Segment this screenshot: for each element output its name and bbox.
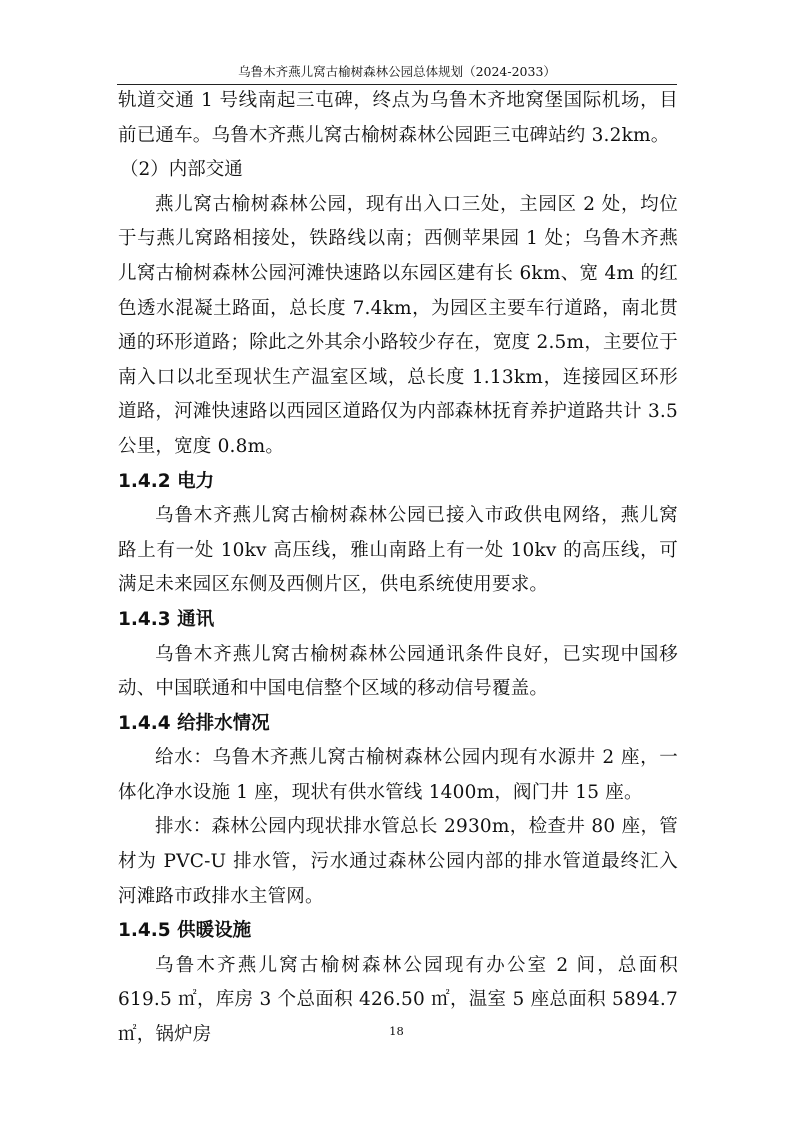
- paragraph-external-traffic: 轨道交通 1 号线南起三屯碑，终点为乌鲁木齐地窝堡国际机场，目前已通车。乌鲁木齐燕儿窝古榆树森林公园距三屯碑站约 3.2km。: [118, 90, 678, 146]
- paragraph-heating: 乌鲁木齐燕儿窝古榆树森林公园现有办公室 2 间，总面积 619.5 ㎡，库房 3 个总面积 426.50 ㎡，温室 5 座总面积 5894.7 ㎡，锅炉房: [118, 954, 678, 1046]
- subheading-internal-traffic: （2）内部交通: [120, 159, 243, 181]
- section-heading-water: 1.4.4 给排水情况: [118, 712, 270, 734]
- section-heading-communication: 1.4.3 通讯: [118, 608, 215, 630]
- paragraph-power: 乌鲁木齐燕儿窝古榆树森林公园已接入市政供电网络，燕儿窝路上有一处 10kv 高压线，雅山南路上有一处 10kv 的高压线，可满足未来园区东侧及西侧片区，供电系统使用要求。: [118, 505, 678, 596]
- page-number: 18: [389, 1024, 404, 1038]
- paragraph-water-supply: 给水：乌鲁木齐燕儿窝古榆树森林公园内现有水源井 2 座，一体化净水设施 1 座，现状有供水管线 1400m，阀门井 15 座。: [118, 747, 678, 803]
- section-heading-heating: 1.4.5 供暖设施: [118, 920, 252, 942]
- document-body: [118, 84, 678, 1053]
- paragraph-internal-traffic: 燕儿窝古榆树森林公园，现有出入口三处，主园区 2 处，均位于与燕儿窝路相接处，铁路线以南；西侧苹果园 1 处；乌鲁木齐燕儿窝古榆树森林公园河滩快速路以东园区建有长 6km、宽 4m 的红色透水混凝土路面，总长度 7.4km，为园区主要车行道路，南北贯通的环形道路；除此之外其余小路较少存在，宽度 2.5m，主要位于南入口以北至现状生产温室区域，总长度 1.13km，连接园区环形道路，河滩快速路以西园区道路仅为内部森林抚育养护道路共计 3.5 公里，宽度 0.8m。: [118, 193, 678, 457]
- section-heading-power: 1.4.2 电力: [118, 470, 215, 492]
- running-header: 乌鲁木齐燕儿窝古榆树森林公园总体规划（2024-2033）: [238, 64, 556, 79]
- paragraph-drainage: 排水：森林公园内现状排水管总长 2930m，检查井 80 座，管材为 PVC-U 排水管，污水通过森林公园内部的排水管道最终汇入河滩路市政排水主管网。: [118, 816, 678, 907]
- paragraph-communication: 乌鲁木齐燕儿窝古榆树森林公园通讯条件良好，已实现中国移动、中国联通和中国电信整个区域的移动信号覆盖。: [118, 643, 678, 700]
